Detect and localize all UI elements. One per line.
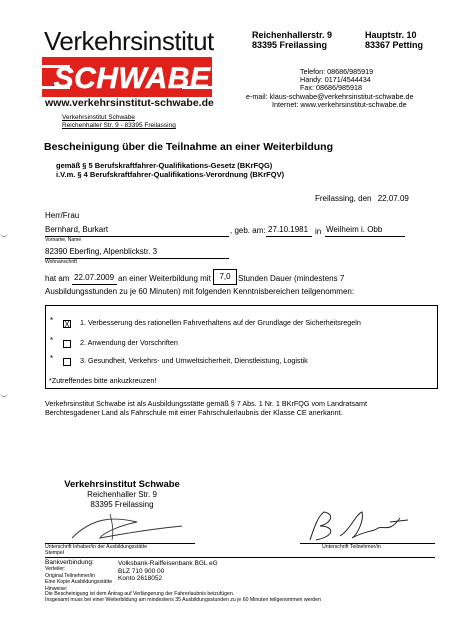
bank-account: Konto 2618052 [118, 575, 163, 583]
option-1-checkbox[interactable]: X [64, 320, 70, 329]
hinweise-label: Hinweise: [45, 585, 68, 592]
footer-left [45, 560, 112, 592]
phone: Telefon: 08686/985919 [300, 67, 374, 76]
name-value: Bernhard, Burkart [45, 225, 109, 234]
bank-name: Volksbank-Raiffeisenbank BGL eG [118, 560, 218, 567]
option-2-checkbox[interactable] [63, 340, 71, 348]
address-value: 82390 Eberfing, Alpenblickstr. 3 [45, 247, 158, 256]
hours-value: 7,0 [213, 269, 237, 285]
address2-city: 83367 Petting [365, 40, 424, 50]
law-reference [56, 161, 284, 179]
brand-name: Verkehrsinstitut [44, 26, 214, 56]
bank-label: Bankverbindung: [45, 559, 94, 566]
salutation: Herr/Frau [45, 211, 80, 220]
name-caption: Vorname, Name [45, 237, 82, 243]
trainer-caption [45, 544, 147, 557]
course-mid: an einer Weiterbildung mit [118, 274, 211, 283]
option-star: * [50, 336, 54, 345]
fax: Fax: 08686/985918 [300, 83, 362, 93]
address1-street: Reichenhallerstr. 9 [252, 30, 333, 40]
option-2-label: 2. Anwendung der Vorschriften [80, 338, 178, 347]
phone-block [300, 68, 373, 93]
law-line-2: i.V.m. § 4 Berufskraftfahrer-Qualifikations-Verordnung (BKrFQV) [56, 170, 285, 179]
internet: Internet: www.verkehrsinstitut-schwabe.de [272, 100, 407, 110]
verteiler-label: Verteiler: [45, 566, 66, 573]
dob-label: , geb. am: [230, 226, 266, 235]
bank-blz: BLZ 710 900 00 [118, 567, 165, 575]
course-date-line [72, 284, 117, 285]
course-date-prefix: hat am [45, 274, 70, 283]
place-date [315, 194, 409, 203]
stamp-city: 83395 Freilassing [90, 500, 154, 509]
footer-note-2: Insgesamt muss bei einer Weiterbildung am mindestens 35 Ausbildungsstunden zu je 60 Minuten teilgenommen werden [45, 597, 321, 604]
trainer-caption-1: Unterschrift Inhaber/in der Ausbildungsstätte [45, 544, 148, 550]
sender-name: Verkehrsinstitut Schwabe [62, 114, 135, 121]
course-line-2: Ausbildungsstunden zu je 60 Minuten) mit folgenden Kenntnisbereichen teilgenommen: [45, 287, 355, 296]
tick-note: *Zutreffendes bitte ankuzkreuzen! [49, 376, 157, 385]
participant-signature [300, 508, 420, 544]
bank-details [118, 560, 218, 583]
distribution-original: Original Teilnehmer/in [45, 572, 96, 579]
sender-line [62, 114, 176, 130]
recognition-text [45, 399, 367, 417]
option-star: * [50, 354, 54, 363]
address2-street: Hauptstr. 10 [365, 30, 417, 40]
mobile: Handy: 0171/4544434 [300, 75, 371, 85]
address1-city: 83395 Freilassing [252, 40, 328, 50]
trainer-caption-2: Stempel [45, 550, 65, 557]
dob-line [266, 236, 312, 237]
footer-rule [45, 557, 435, 558]
footer-notes [45, 591, 321, 604]
law-line-1: gemäß § 5 Berufskraftfahrer-Qualifikations-Gesetz (BKrFQG) [56, 161, 273, 170]
recognition-line-1: Verkehrsinstitut Schwabe ist als Ausbildungsstätte gemäß § 7 Abs. 1 Nr. 1 BKrFQG vom Landratsamt [45, 399, 367, 408]
course-suffix: Stunden Dauer (mindestens 7 [238, 274, 345, 283]
sender-address: Reichenhaller Str. 9 - 83395 Freilassing [62, 122, 176, 129]
place-date-label: Freilassing, den [315, 194, 372, 203]
email: e-mail: klaus-schwabe@verkehrsinstitut-schwabe.de [246, 92, 414, 101]
stamp-name: Verkehrsinstitut Schwabe [64, 479, 180, 490]
course-date-value: 22.07.2009 [74, 273, 115, 282]
address-caption: Wohnanschrift [45, 259, 77, 265]
place-date-value: 22.07.09 [377, 194, 409, 203]
logo-text: SCHWABE [53, 62, 211, 95]
option-1-label: 1. Verbesserung des rationellen Fahrverhaltens auf der Grundlage der Sicherheitsregeln [80, 318, 361, 327]
trainer-signature [42, 508, 222, 544]
stamp [60, 480, 184, 510]
footer-note-1: Die Bescheinigung ist dem Antrag auf Verlängerung der Fahrerlaubnis beizufügen. [45, 591, 235, 597]
punch-mark [0, 392, 8, 397]
dob-value: 27.10.1981 [268, 225, 309, 234]
schwabe-logo [42, 57, 212, 97]
website-url: www.verkehrsinstitut-schwabe.de [45, 97, 214, 109]
birthplace-value: Weilheim i. Obb [326, 225, 383, 234]
stamp-street: Reichenhaller Str. 9 [87, 490, 157, 499]
distribution-copy: Eine Kopie Ausbildungsstätte [45, 579, 113, 586]
recognition-line-2: Berchtesgadener Land als Fahrschule mit einer Fahrschulerlaubnis der Klasse CE anerkannt. [45, 408, 343, 417]
address-freilassing [252, 30, 332, 50]
option-star: * [50, 316, 54, 325]
address-petting [365, 30, 423, 50]
in-label: in [315, 227, 322, 236]
punch-mark [0, 232, 8, 237]
option-3-checkbox[interactable] [63, 358, 71, 366]
option-3-label: 3. Gesundheit, Verkehrs- und Umweltsicherheit, Dienstleistung, Logistik [80, 356, 308, 365]
online-block [246, 93, 414, 109]
document-title: Bescheinigung über die Teilnahme an einer Weiterbildung [44, 141, 333, 153]
birthplace-line [325, 236, 405, 237]
participant-caption: Unterschrift Teilnehmer/in [322, 544, 381, 550]
